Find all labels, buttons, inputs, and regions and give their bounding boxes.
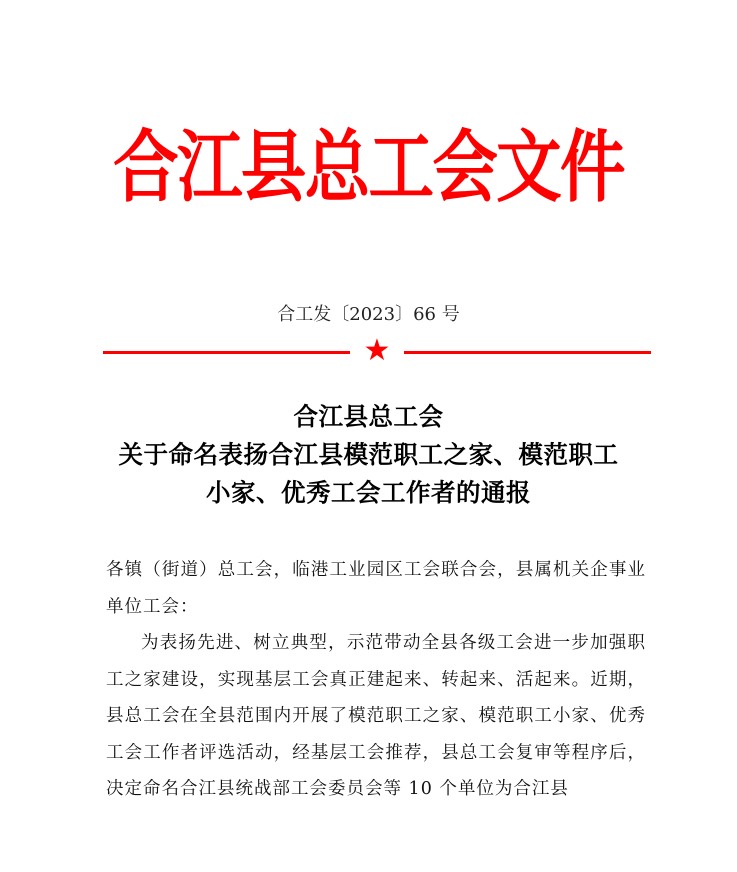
document-title bbox=[60, 398, 677, 512]
title-line-1: 合江县总工会 bbox=[293, 402, 444, 431]
document-number: 合工发〔2023〕66 号 bbox=[277, 304, 460, 325]
star-icon: ★ bbox=[363, 333, 391, 368]
title-line-2: 关于命名表扬合江县模范职工之家、模范职工 bbox=[118, 440, 619, 469]
document-body bbox=[106, 552, 646, 808]
red-header-title: 合江县总工会文件 bbox=[113, 123, 624, 213]
salutation: 各镇（街道）总工会，临港工业园区工会联合会，县属机关企事业单位工会： bbox=[106, 560, 646, 617]
title-line-3: 小家、优秀工会工作者的通报 bbox=[206, 478, 531, 507]
red-divider bbox=[103, 333, 651, 368]
body-paragraph: 为表扬先进、树立典型，示范带动全县各级工会进一步加强职工之家建设，实现基层工会真正建起来、转起来、活起来。近期，县总工会在全县范围内开展了模范职工之家、模范职工小家、优秀工会工作者评选活动，经基层工会推荐，县总工会复审等程序后，决定命名合江县统战部工会委员会等 10 个单位为合江县 bbox=[106, 633, 646, 799]
divider-line-right bbox=[404, 351, 651, 354]
divider-line-left bbox=[103, 351, 350, 354]
